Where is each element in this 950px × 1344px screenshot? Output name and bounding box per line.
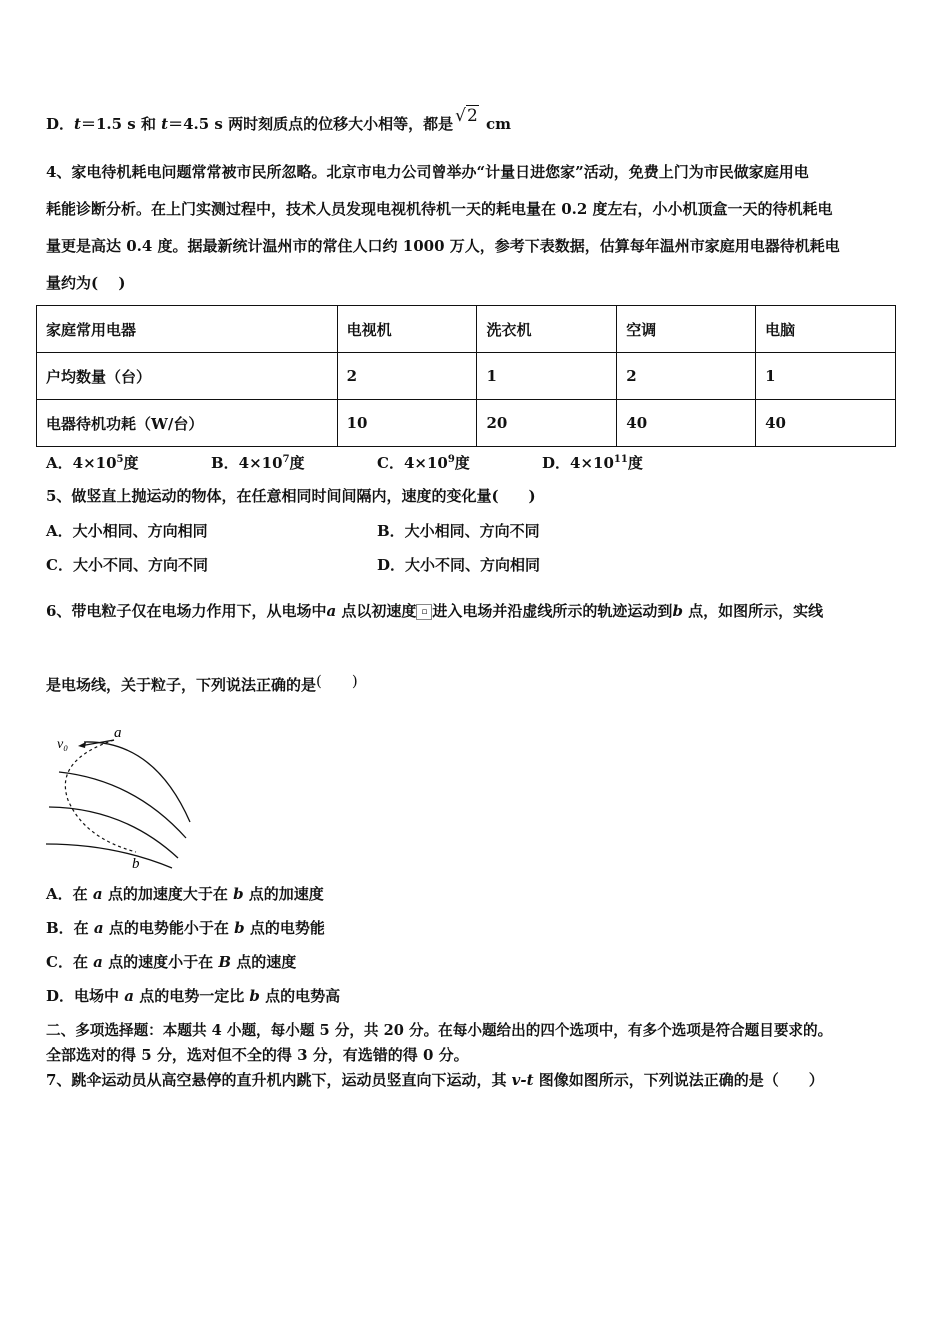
table-cell: 20 <box>477 400 617 447</box>
text: 点的加速度大于在 <box>102 885 234 903</box>
q6-option-c <box>46 952 296 972</box>
text: 是电场线，关于粒子，下列说法正确的是 <box>46 676 317 694</box>
var: B <box>218 953 232 971</box>
v0-label: v₀ <box>57 737 69 752</box>
q5-option-c: C．大小不同、方向不同 <box>46 556 208 574</box>
text: 点，如图所示，实线 <box>682 602 824 620</box>
q4-line-2: 耗能诊断分析。在上门实测过程中，技术人员发现电视机待机一天的耗电量在 0.2 度左右，小小机顶盒一天的待机耗电 <box>46 200 833 218</box>
sqrt-value: 2 <box>466 106 478 126</box>
q7-stem <box>46 1070 824 1090</box>
option-label: D．4×10 <box>542 454 614 472</box>
q4-option-d <box>542 452 643 473</box>
q5-option-a: A．大小相同、方向相同 <box>46 522 208 540</box>
var-t: t <box>161 115 169 133</box>
text: 7、跳伞运动员从高空悬停的直升机内跳下，运动员竖直向下运动，其 <box>46 1071 512 1089</box>
electric-field-figure <box>44 720 204 872</box>
var: a <box>93 953 103 971</box>
table-cell: 2 <box>337 353 477 400</box>
field-line <box>46 844 172 868</box>
table-header-row <box>37 306 896 353</box>
table-cell: 40 <box>617 400 756 447</box>
q5-option-d: D．大小不同、方向相同 <box>377 556 541 574</box>
q4-option-b <box>211 452 305 473</box>
table-cell: 1 <box>477 353 617 400</box>
table-cell: 2 <box>617 353 756 400</box>
table-cell: 10 <box>337 400 477 447</box>
table-cell: 户均数量（台） <box>37 353 338 400</box>
answer-paren: ( ) <box>316 672 358 690</box>
var: a <box>124 987 134 1005</box>
broken-formula-icon: ▫ <box>416 604 432 620</box>
text: ＝1.5 s 和 <box>80 115 162 133</box>
text: 6、带电粒子仅在电场力作用下，从电场中 <box>46 602 327 620</box>
point-b-label: b <box>132 856 140 872</box>
trajectory-dashed <box>65 740 136 852</box>
var-a: a <box>326 602 337 620</box>
text: D．电场中 <box>46 987 125 1005</box>
var: b <box>233 885 244 903</box>
var-vt: v-t <box>511 1071 534 1089</box>
field-line <box>84 742 190 822</box>
var: a <box>92 885 103 903</box>
text: 点的电势一定比 <box>133 987 250 1005</box>
q4-line-1: 4、家电待机耗电问题常常被市民所忽略。北京市电力公司曾举办“计量日进您家”活动，免费上门为市民做家庭用电 <box>46 163 809 181</box>
exponent: 5 <box>116 454 124 465</box>
table-header-cell: 洗衣机 <box>477 306 617 353</box>
unit: cm <box>480 115 512 133</box>
table-cell: 40 <box>756 400 896 447</box>
unit: 度 <box>123 454 139 472</box>
var-t: t <box>74 115 81 133</box>
q4-option-a <box>46 452 139 473</box>
var: b <box>249 987 260 1005</box>
option-label: C．4×10 <box>377 454 448 472</box>
option-label: B．4×10 <box>211 454 283 472</box>
var-b: b <box>672 602 683 620</box>
exponent: 9 <box>447 454 455 465</box>
var: b <box>234 919 245 937</box>
q5-stem: 5、做竖直上抛运动的物体，在任意相同时间间隔内，速度的变化量( ) <box>46 487 536 505</box>
table-header-cell: 家庭常用电器 <box>37 306 338 353</box>
q5-option-b: B．大小相同、方向不同 <box>377 522 540 540</box>
table-row <box>37 353 896 400</box>
text: A．在 <box>46 885 93 903</box>
table-header-cell: 电脑 <box>756 306 896 353</box>
table-header-cell: 电视机 <box>337 306 477 353</box>
unit: 度 <box>627 454 643 472</box>
unit: 度 <box>289 454 305 472</box>
q4-line-3: 量更是高达 0.4 度。据最新统计温州市的常住人口约 1000 万人，参考下表数据，估算每年温州市家庭用电器待机耗电 <box>46 237 840 255</box>
text: 点的速度小于在 <box>102 953 219 971</box>
text: B．在 <box>46 919 94 937</box>
var: a <box>93 919 104 937</box>
text: C．在 <box>46 953 94 971</box>
table-header-cell: 空调 <box>617 306 756 353</box>
q4-line-4: 量约为( ) <box>46 274 126 292</box>
arrowhead-icon <box>78 742 86 748</box>
sqrt-expression: √2 <box>455 106 478 126</box>
option-label: D． <box>46 115 75 133</box>
q6-option-a <box>46 884 324 904</box>
q6-stem-line-2 <box>46 672 358 695</box>
text: 图像如图所示，下列说法正确的是（ ） <box>533 1071 824 1089</box>
option-label: A．4×10 <box>46 454 117 472</box>
q4-option-c <box>377 452 470 473</box>
q6-option-d <box>46 986 340 1006</box>
text: ＝4.5 s 两时刻质点的位移大小相等，都是 <box>168 115 454 133</box>
table-row <box>37 400 896 447</box>
text: 进入电场并沿虚线所示的轨迹运动到 <box>432 602 673 620</box>
section2-line-1: 二、多项选择题：本题共 4 小题，每小题 5 分，共 20 分。在每小题给出的四个选项中，有多个选项是符合题目要求的。 <box>46 1022 833 1039</box>
text: 点的速度 <box>231 953 297 971</box>
section2-line-2: 全部选对的得 5 分，选对但不全的得 3 分，有选错的得 0 分。 <box>46 1046 469 1064</box>
text: 点的加速度 <box>243 885 324 903</box>
text: 点的电势能小于在 <box>103 919 235 937</box>
table-cell: 1 <box>756 353 896 400</box>
unit: 度 <box>454 454 470 472</box>
text: 点的电势高 <box>259 987 341 1005</box>
q6-stem-line-1 <box>46 601 823 621</box>
appliance-table <box>36 305 896 447</box>
q3-option-d <box>46 106 512 134</box>
text: 点的电势能 <box>244 919 325 937</box>
point-a-label: a <box>114 725 122 741</box>
exponent: 7 <box>282 454 290 465</box>
q6-option-b <box>46 918 325 938</box>
exponent: 11 <box>613 454 628 465</box>
text: 点以初速度 <box>336 602 417 620</box>
table-cell: 电器待机功耗（W/台） <box>37 400 338 447</box>
